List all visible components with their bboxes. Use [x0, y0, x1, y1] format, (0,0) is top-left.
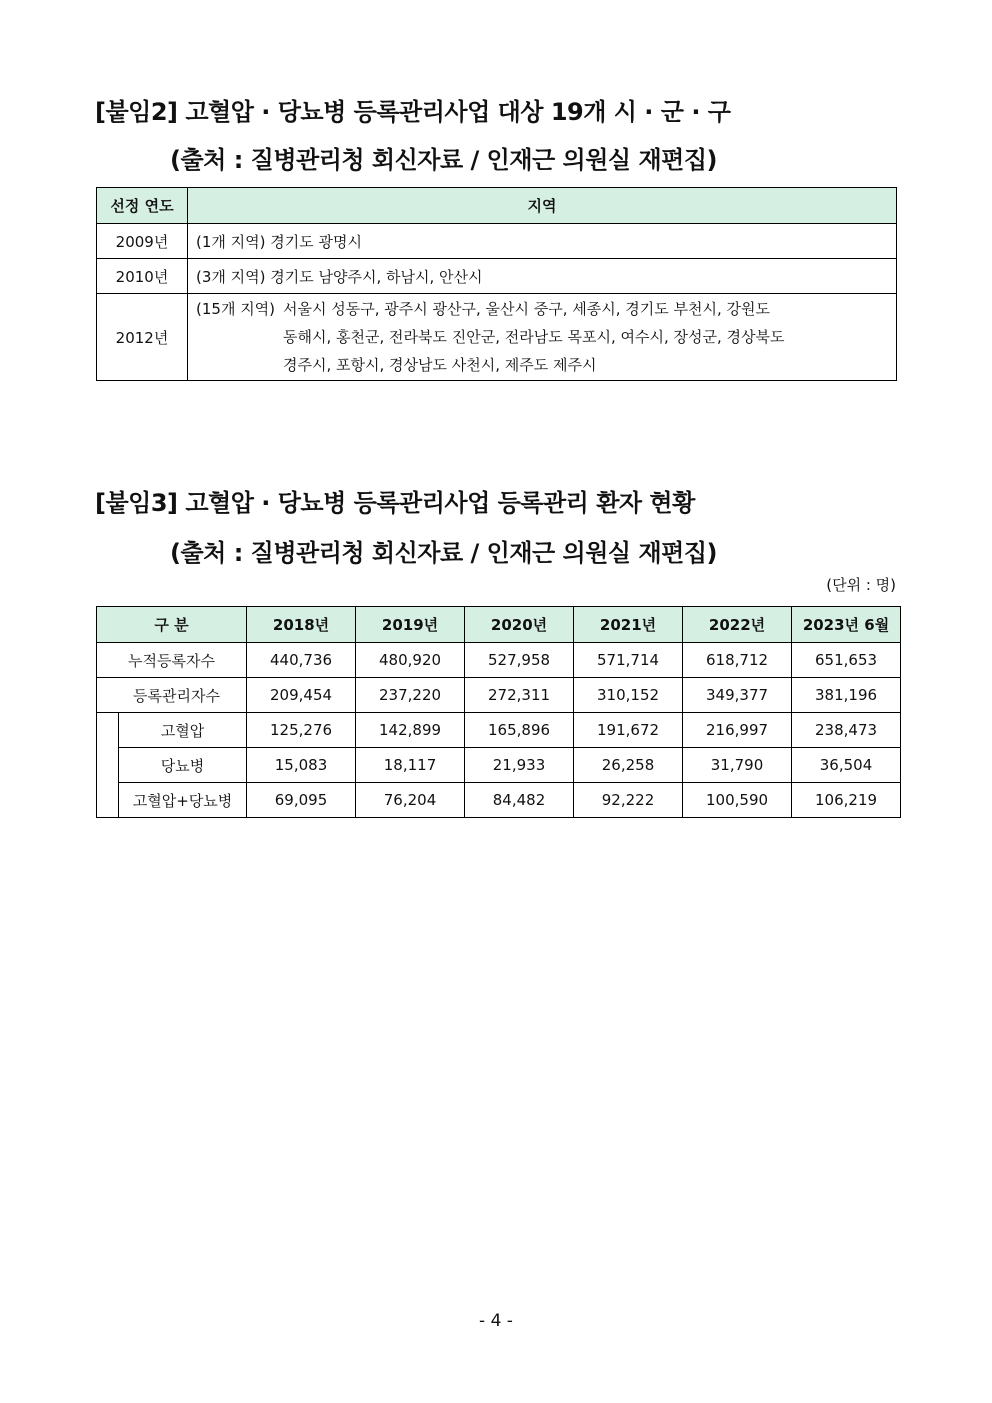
header-year: 2023년 6월: [792, 607, 901, 643]
value-cell: 209,454: [247, 678, 356, 713]
region-cell: (3개 지역) 경기도 남양주시, 하남시, 안산시: [188, 259, 897, 294]
row-label: 등록관리자수: [97, 678, 247, 713]
patient-table: [96, 606, 901, 818]
header-category: 구 분: [97, 607, 247, 643]
header-year: 2021년: [574, 607, 683, 643]
region-line: 동해시, 홍천군, 전라북도 진안군, 전라남도 목포시, 여수시, 장성군, 경상북도: [283, 328, 785, 346]
row-label: 고혈압: [119, 713, 247, 748]
year-cell: 2012년: [97, 294, 188, 381]
section3-title: [붙임3] 고혈압 · 당뇨병 등록관리사업 등록관리 환자 현황: [95, 489, 695, 517]
value-cell: 571,714: [574, 643, 683, 678]
value-cell: 238,473: [792, 713, 901, 748]
value-cell: 15,083: [247, 748, 356, 783]
region-line: 경주시, 포항시, 경상남도 사천시, 제주도 제주시: [283, 356, 597, 374]
indent-spacer: [97, 783, 119, 818]
table-row: [97, 259, 897, 294]
header-year: 2019년: [356, 607, 465, 643]
value-cell: 36,504: [792, 748, 901, 783]
value-cell: 69,095: [247, 783, 356, 818]
table-row: [97, 294, 897, 381]
table-row: [97, 224, 897, 259]
header-year: 2020년: [465, 607, 574, 643]
section3-source: (출처 : 질병관리청 회신자료 / 인재근 의원실 재편집): [170, 539, 717, 567]
value-cell: 310,152: [574, 678, 683, 713]
year-cell: 2010년: [97, 259, 188, 294]
value-cell: 106,219: [792, 783, 901, 818]
header-year: 2018년: [247, 607, 356, 643]
header-year: 선정 연도: [97, 188, 188, 224]
value-cell: 349,377: [683, 678, 792, 713]
value-cell: 142,899: [356, 713, 465, 748]
value-cell: 272,311: [465, 678, 574, 713]
value-cell: 216,997: [683, 713, 792, 748]
region-cell: (1개 지역) 경기도 광명시: [188, 224, 897, 259]
row-label: 고혈압+당뇨병: [119, 783, 247, 818]
value-cell: 26,258: [574, 748, 683, 783]
value-cell: 125,276: [247, 713, 356, 748]
region-count: (15개 지역): [196, 300, 276, 318]
value-cell: 21,933: [465, 748, 574, 783]
page-number: - 4 -: [479, 1311, 513, 1331]
unit-label: (단위 : 명): [826, 576, 896, 594]
table-row: [97, 783, 901, 818]
region-table: [96, 187, 897, 381]
value-cell: 84,482: [465, 783, 574, 818]
value-cell: 18,117: [356, 748, 465, 783]
value-cell: 31,790: [683, 748, 792, 783]
table-row: [97, 748, 901, 783]
table-row: [97, 678, 901, 713]
row-label: 누적등록자수: [97, 643, 247, 678]
value-cell: 651,653: [792, 643, 901, 678]
row-label: 당뇨병: [119, 748, 247, 783]
table-header-row: [97, 607, 901, 643]
region-line: 서울시 성동구, 광주시 광산구, 울산시 중구, 세종시, 경기도 부천시, 강원도: [283, 300, 770, 318]
value-cell: 100,590: [683, 783, 792, 818]
value-cell: 527,958: [465, 643, 574, 678]
value-cell: 76,204: [356, 783, 465, 818]
header-region: 지역: [188, 188, 897, 224]
indent-spacer: [97, 748, 119, 783]
indent-spacer: [97, 713, 119, 748]
value-cell: 381,196: [792, 678, 901, 713]
value-cell: 618,712: [683, 643, 792, 678]
value-cell: 480,920: [356, 643, 465, 678]
value-cell: 440,736: [247, 643, 356, 678]
value-cell: 191,672: [574, 713, 683, 748]
value-cell: 237,220: [356, 678, 465, 713]
value-cell: 165,896: [465, 713, 574, 748]
table-header-row: [97, 188, 897, 224]
section2-source: (출처 : 질병관리청 회신자료 / 인재근 의원실 재편집): [170, 146, 717, 174]
region-cell: [188, 294, 897, 381]
value-cell: 92,222: [574, 783, 683, 818]
year-cell: 2009년: [97, 224, 188, 259]
header-year: 2022년: [683, 607, 792, 643]
section2-title: [붙임2] 고혈압 · 당뇨병 등록관리사업 대상 19개 시 · 군 · 구: [95, 98, 731, 126]
table-row: [97, 713, 901, 748]
table-row: [97, 643, 901, 678]
